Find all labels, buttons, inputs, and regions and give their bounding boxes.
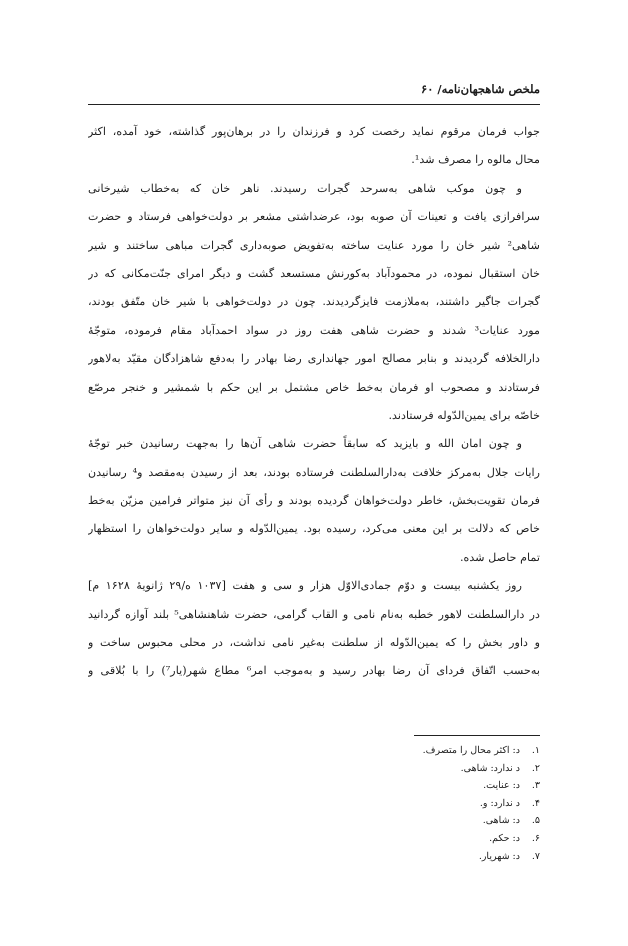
- text-line: و داور بخش را که یمین‌الدّوله از سلطنت به‌غیر نامی نداشت، در محلی محبوس ساخت و: [88, 636, 540, 650]
- footnote-text: د ندارد: و.: [479, 797, 520, 809]
- text-line: خاصّه برای یمین‌الدّوله فرستادند.: [388, 408, 540, 422]
- body-text: [88, 118, 540, 686]
- text-line: در دارالسلطنت لاهور خطبه به‌نام نامی و القاب گرامی، حضرت شاهنشاهی⁵ بلند آوازه گردانید: [88, 607, 540, 621]
- footnote: [88, 760, 540, 778]
- text-line: محال مالوه را مصرف شد¹.: [411, 153, 540, 167]
- text-line: شاهی² شیر خان را مورد عنایت ساخته به‌تفویض صوبه‌داری گجرات مباهی ساختند و شیر: [88, 238, 540, 252]
- footnote: [88, 812, 540, 830]
- footnote: [88, 742, 540, 760]
- footnote-text: د ندارد: شاهی.: [460, 762, 520, 774]
- text-line: روز یکشنبه بیست و دوّم جمادی‌الاوّل هزار و سی و هفت [۱۰۳۷ ه/۲۹ ژانویهٔ ۱۶۲۸ م]: [88, 579, 522, 593]
- text-line: گجرات جاگیر داشتند، به‌ملازمت فایزگردیدند. چون در دولت‌خواهی با شیر خان متّفق بودند،: [88, 295, 540, 309]
- header-rule: [88, 104, 540, 105]
- footnote-number: ۷.: [531, 850, 540, 862]
- footnote-number: ۱.: [531, 745, 540, 756]
- text-line: خاص که دلالت بر این معنی می‌کرد، رسیده بود. یمین‌الدّوله و سایر دولت‌خواهان را استظهار: [88, 522, 540, 536]
- text-line: خان استقبال نموده، در محمودآباد به‌کورنش مستسعد گشت و دیگر امرای جنّت‌مکانی که در: [88, 266, 540, 280]
- footnote: [88, 830, 540, 848]
- text-line: فرستادند و مصحوب او فرمان به‌خط خاص مشتمل بر این حکم با شمشیر و خنجر مرصّع: [88, 380, 540, 394]
- footnote-number: ۵.: [531, 815, 540, 827]
- footnotes: [88, 742, 540, 865]
- footnote-text: د: عنایت.: [483, 780, 520, 792]
- footnote: [88, 777, 540, 795]
- text-line: به‌حسب اتّفاق فردای آن رضا بهادر رسید و به‌موجب امر⁶ مطاع شهر(یار⁷) را با بُلاقی و: [88, 664, 540, 678]
- footnote-number: ۳.: [531, 780, 540, 792]
- text-line: فرمان تقویت‌بخش، خاطر دولت‌خواهان گردیده بودند و رأی آن نیز متواتر فرامین مزیّن به‌خط: [88, 494, 540, 508]
- footnote-text: د: حکم.: [489, 832, 520, 844]
- footnote: [88, 848, 540, 866]
- text-line: مورد عنایات³ شدند و حضرت شاهی هفت روز در سواد احمدآباد مقام فرموده، متوجّهٔ: [88, 323, 540, 337]
- footnote-number: ۴.: [531, 797, 540, 809]
- footnote-text: د: شاهی.: [482, 815, 520, 827]
- text-line: تمام حاصل شده.: [460, 550, 540, 564]
- text-line: سرافرازی یافت و تعینات آن صوبه بود، عرضداشتی مشعر بر دولت‌خواهی فرستاد و حضرت: [88, 210, 540, 224]
- footnote-text: د: اکثر محال را متصرف.: [422, 745, 520, 756]
- text-line: و چون موکب شاهی به‌سرحد گجرات رسیدند. ناهر خان که به‌خطاب شیرخانی: [88, 181, 522, 195]
- running-head: ملخص شاهجهان‌نامه/ ۶۰: [421, 82, 540, 96]
- footnote: [88, 795, 540, 813]
- text-line: رایات جلال به‌مرکز خلافت به‌دارالسلطنت فرستاده بودند، بعد از رسیدن به‌مقصد و⁴ رسانیدن: [88, 465, 540, 479]
- footnote-rule: [414, 735, 540, 736]
- footnote-text: د: شهریار.: [478, 850, 520, 862]
- text-line: جواب فرمان مرقوم نماید رخصت کرد و فرزندان را در برهان‌پور گذاشته، خود آمده، اکثر: [88, 125, 540, 138]
- text-line: دارالخلافه گردیدند و بنابر مصالح امور جهانداری رضا بهادر را به‌دفع شاهزادگان مقیّد به‌لاهور: [88, 352, 540, 366]
- text-line: و چون امان الله و بایزید که سابقاً حضرت شاهی آن‌ها را به‌جهت رسانیدن خبر توجّهٔ: [88, 437, 522, 451]
- footnote-number: ۲.: [531, 762, 540, 774]
- footnote-number: ۶.: [531, 832, 540, 844]
